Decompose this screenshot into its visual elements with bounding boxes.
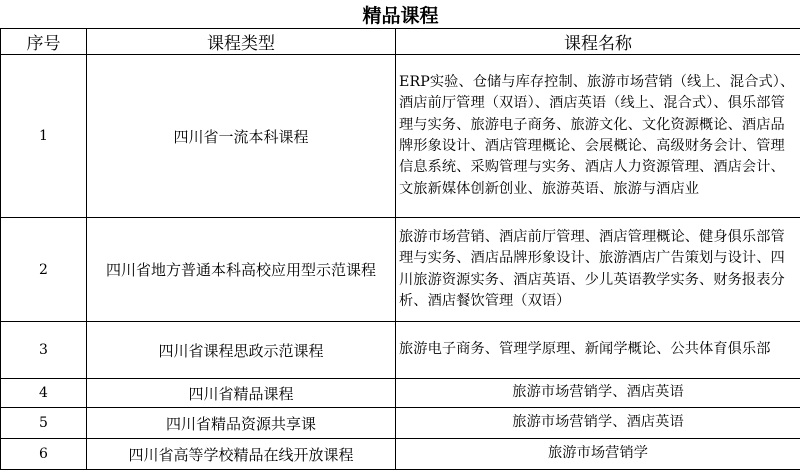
table-row — [1, 379, 800, 408]
header-index: 序号 — [1, 29, 87, 55]
title-row — [1, 0, 800, 29]
row-course-names: 旅游市场营销学 — [396, 439, 800, 470]
row-course-type: 四川省地方普通本科高校应用型示范课程 — [87, 218, 396, 322]
row-course-type: 四川省课程思政示范课程 — [87, 322, 396, 379]
table-row — [1, 322, 800, 379]
row-index: 4 — [1, 379, 87, 408]
row-index: 2 — [1, 218, 87, 322]
row-course-names: 旅游市场营销学、酒店英语 — [396, 379, 800, 408]
table-row — [1, 439, 800, 470]
row-course-names: 旅游市场营销、酒店前厅管理、酒店管理概论、健身俱乐部管理与实务、酒店品牌形象设计、旅游酒店广告策划与设计、四川旅游资源实务、酒店英语、少儿英语教学实务、财务报表分析、酒店餐饮管理（双语） — [396, 218, 800, 322]
row-index: 5 — [1, 408, 87, 439]
row-index: 3 — [1, 322, 87, 379]
header-row — [1, 29, 800, 55]
row-course-type: 四川省高等学校精品在线开放课程 — [87, 439, 396, 470]
row-course-names: ERP实验、仓储与库存控制、旅游市场营销（线上、混合式）、酒店前厅管理（双语）、酒店英语（线上、混合式）、俱乐部管理与实务、旅游电子商务、旅游文化、文化资源概论、酒店品牌形象设计、酒店管理概论、会展概论、高级财务会计、管理信息系统、采购管理与实务、酒店人力资源管理、酒店会计、文旅新媒体创新创业、旅游英语、旅游与酒店业 — [396, 55, 800, 218]
row-index: 1 — [1, 55, 87, 218]
row-course-type: 四川省精品资源共享课 — [87, 408, 396, 439]
row-course-type: 四川省一流本科课程 — [87, 55, 396, 218]
table-row — [1, 55, 800, 218]
row-course-type: 四川省精品课程 — [87, 379, 396, 408]
header-course-type: 课程类型 — [87, 29, 396, 55]
row-index: 6 — [1, 439, 87, 470]
header-course-name: 课程名称 — [396, 29, 800, 55]
table-row — [1, 408, 800, 439]
row-course-names: 旅游市场营销学、酒店英语 — [396, 408, 800, 439]
table-row — [1, 218, 800, 322]
table-title: 精品课程 — [1, 0, 800, 29]
row-course-names: 旅游电子商务、管理学原理、新闻学概论、公共体育俱乐部 — [396, 322, 800, 379]
